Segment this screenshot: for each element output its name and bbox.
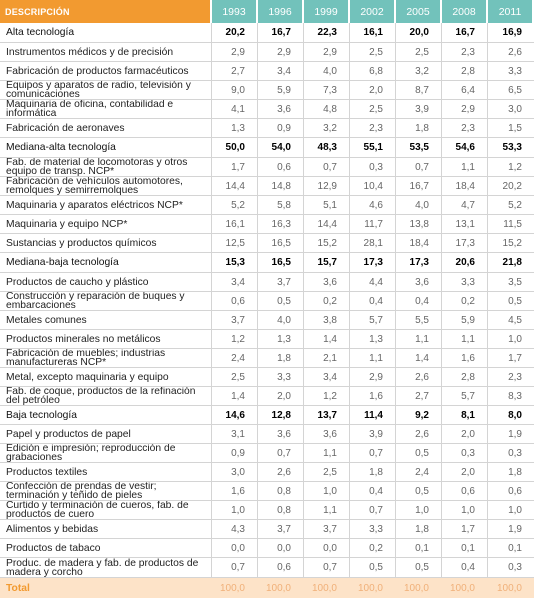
cell-value: 48,3 xyxy=(304,138,350,158)
cell-value: 0,7 xyxy=(304,158,350,177)
row-label: Metal, excepto maquinaria y equipo xyxy=(0,368,212,387)
cell-value: 14,4 xyxy=(304,215,350,234)
cell-value: 6,5 xyxy=(488,81,534,100)
cell-value: 3,3 xyxy=(488,62,534,81)
cell-value: 54,0 xyxy=(258,138,304,158)
cell-value: 0,5 xyxy=(396,482,442,501)
cell-value: 3,6 xyxy=(258,100,304,119)
cell-value: 15,3 xyxy=(212,253,258,273)
cell-value: 11,5 xyxy=(488,215,534,234)
cell-value: 3,4 xyxy=(212,273,258,292)
cell-value: 2,5 xyxy=(350,43,396,62)
cell-value: 14,8 xyxy=(258,177,304,196)
total-row xyxy=(0,578,534,598)
cell-value: 1,7 xyxy=(442,520,488,539)
cell-value: 2,6 xyxy=(258,463,304,482)
table-row xyxy=(0,539,534,558)
cell-value: 2,7 xyxy=(396,387,442,406)
cell-value: 16,5 xyxy=(258,253,304,273)
table-row xyxy=(0,158,534,177)
row-label: Fabricación de aeronaves xyxy=(0,119,212,138)
cell-value: 53,5 xyxy=(396,138,442,158)
group-row xyxy=(0,23,534,43)
table-row xyxy=(0,558,534,578)
cell-value: 0,6 xyxy=(442,482,488,501)
cell-value: 1,4 xyxy=(304,330,350,349)
cell-value: 3,4 xyxy=(304,368,350,387)
header-year: 1999 xyxy=(304,0,350,23)
cell-value: 3,7 xyxy=(212,311,258,330)
cell-value: 15,2 xyxy=(488,234,534,253)
cell-value: 3,8 xyxy=(304,311,350,330)
cell-value: 8,1 xyxy=(442,406,488,425)
cell-value: 0,5 xyxy=(350,558,396,578)
cell-value: 1,1 xyxy=(304,444,350,463)
cell-value: 3,6 xyxy=(396,273,442,292)
cell-value: 0,4 xyxy=(396,292,442,311)
cell-value: 1,0 xyxy=(488,501,534,520)
cell-value: 20,2 xyxy=(212,23,258,43)
cell-value: 0,2 xyxy=(442,292,488,311)
cell-value: 17,3 xyxy=(396,253,442,273)
cell-value: 5,9 xyxy=(258,81,304,100)
cell-value: 0,3 xyxy=(488,558,534,578)
cell-value: 3,1 xyxy=(212,425,258,444)
cell-value: 14,4 xyxy=(212,177,258,196)
cell-value: 1,8 xyxy=(396,520,442,539)
cell-value: 100,0 xyxy=(350,578,396,598)
cell-value: 16,1 xyxy=(212,215,258,234)
cell-value: 3,5 xyxy=(488,273,534,292)
cell-value: 1,3 xyxy=(350,330,396,349)
cell-value: 7,3 xyxy=(304,81,350,100)
cell-value: 3,9 xyxy=(396,100,442,119)
cell-value: 0,0 xyxy=(304,539,350,558)
header-year: 2005 xyxy=(396,0,442,23)
row-label: Construcción y reparación de buques y embarcaciones xyxy=(0,292,212,311)
cell-value: 1,8 xyxy=(258,349,304,368)
cell-value: 3,2 xyxy=(396,62,442,81)
table-row xyxy=(0,387,534,406)
cell-value: 100,0 xyxy=(396,578,442,598)
cell-value: 2,9 xyxy=(258,43,304,62)
row-label: Papel y productos de papel xyxy=(0,425,212,444)
row-label: Curtido y terminación de cueros, fab. de productos de cuero xyxy=(0,501,212,520)
cell-value: 0,5 xyxy=(258,292,304,311)
cell-value: 5,8 xyxy=(258,196,304,215)
cell-value: 1,6 xyxy=(350,387,396,406)
cell-value: 1,7 xyxy=(488,349,534,368)
cell-value: 17,3 xyxy=(442,234,488,253)
cell-value: 1,0 xyxy=(488,330,534,349)
table-row xyxy=(0,100,534,119)
cell-value: 4,5 xyxy=(488,311,534,330)
row-label: Instrumentos médicos y de precisión xyxy=(0,43,212,62)
table-row xyxy=(0,273,534,292)
row-label: Metales comunes xyxy=(0,311,212,330)
table-body xyxy=(0,23,534,598)
table-row xyxy=(0,349,534,368)
cell-value: 3,6 xyxy=(258,425,304,444)
row-label: Maquinaria y equipo NCP* xyxy=(0,215,212,234)
cell-value: 2,0 xyxy=(442,425,488,444)
table-row xyxy=(0,444,534,463)
cell-value: 2,9 xyxy=(304,43,350,62)
cell-value: 0,5 xyxy=(396,444,442,463)
table-row xyxy=(0,215,534,234)
cell-value: 53,3 xyxy=(488,138,534,158)
cell-value: 4,0 xyxy=(396,196,442,215)
row-label: Fab. de material de locomotoras y otros equipo de transp. NCP* xyxy=(0,158,212,177)
cell-value: 1,2 xyxy=(212,330,258,349)
cell-value: 0,9 xyxy=(258,119,304,138)
cell-value: 2,0 xyxy=(350,81,396,100)
cell-value: 16,7 xyxy=(396,177,442,196)
cell-value: 0,7 xyxy=(304,558,350,578)
cell-value: 12,8 xyxy=(258,406,304,425)
cell-value: 1,1 xyxy=(350,349,396,368)
row-label: Maquinaria y aparatos eléctricos NCP* xyxy=(0,196,212,215)
cell-value: 1,0 xyxy=(396,501,442,520)
header-year: 1996 xyxy=(258,0,304,23)
cell-value: 0,5 xyxy=(396,558,442,578)
table-row xyxy=(0,425,534,444)
cell-value: 3,7 xyxy=(258,273,304,292)
cell-value: 6,4 xyxy=(442,81,488,100)
cell-value: 1,3 xyxy=(258,330,304,349)
cell-value: 2,7 xyxy=(212,62,258,81)
cell-value: 18,4 xyxy=(442,177,488,196)
cell-value: 12,5 xyxy=(212,234,258,253)
cell-value: 2,9 xyxy=(442,100,488,119)
row-label: Mediana-alta tecnología xyxy=(0,138,212,158)
cell-value: 100,0 xyxy=(442,578,488,598)
table-row xyxy=(0,62,534,81)
cell-value: 2,1 xyxy=(304,349,350,368)
cell-value: 2,0 xyxy=(258,387,304,406)
table-row xyxy=(0,311,534,330)
cell-value: 18,4 xyxy=(396,234,442,253)
cell-value: 8,7 xyxy=(396,81,442,100)
cell-value: 2,3 xyxy=(350,119,396,138)
cell-value: 1,5 xyxy=(488,119,534,138)
cell-value: 8,3 xyxy=(488,387,534,406)
cell-value: 2,6 xyxy=(396,368,442,387)
cell-value: 16,5 xyxy=(258,234,304,253)
cell-value: 16,3 xyxy=(258,215,304,234)
row-label: Alta tecnología xyxy=(0,23,212,43)
cell-value: 2,3 xyxy=(442,119,488,138)
cell-value: 4,4 xyxy=(350,273,396,292)
cell-value: 0,1 xyxy=(488,539,534,558)
row-label: Edición e impresión; reproducción de grabaciones xyxy=(0,444,212,463)
cell-value: 5,2 xyxy=(488,196,534,215)
cell-value: 0,9 xyxy=(212,444,258,463)
cell-value: 11,4 xyxy=(350,406,396,425)
cell-value: 6,8 xyxy=(350,62,396,81)
cell-value: 2,3 xyxy=(442,43,488,62)
cell-value: 4,8 xyxy=(304,100,350,119)
table-row xyxy=(0,119,534,138)
cell-value: 2,5 xyxy=(304,463,350,482)
table-row xyxy=(0,292,534,311)
row-label: Fabricación de vehículos automotores, remolques y semirremolques xyxy=(0,177,212,196)
cell-value: 100,0 xyxy=(258,578,304,598)
row-label: Maquinaria de oficina, contabilidad e informática xyxy=(0,100,212,119)
cell-value: 16,1 xyxy=(350,23,396,43)
table-row xyxy=(0,330,534,349)
cell-value: 1,9 xyxy=(488,520,534,539)
cell-value: 4,1 xyxy=(212,100,258,119)
cell-value: 21,8 xyxy=(488,253,534,273)
cell-value: 1,7 xyxy=(212,158,258,177)
cell-value: 20,2 xyxy=(488,177,534,196)
cell-value: 4,7 xyxy=(442,196,488,215)
cell-value: 13,8 xyxy=(396,215,442,234)
table-row xyxy=(0,520,534,539)
cell-value: 0,7 xyxy=(212,558,258,578)
cell-value: 3,7 xyxy=(304,520,350,539)
cell-value: 1,9 xyxy=(488,425,534,444)
cell-value: 22,3 xyxy=(304,23,350,43)
cell-value: 5,1 xyxy=(304,196,350,215)
row-label: Productos textiles xyxy=(0,463,212,482)
cell-value: 3,3 xyxy=(442,273,488,292)
header-year: 2008 xyxy=(442,0,488,23)
cell-value: 100,0 xyxy=(304,578,350,598)
cell-value: 1,2 xyxy=(304,387,350,406)
cell-value: 1,8 xyxy=(488,463,534,482)
cell-value: 2,3 xyxy=(488,368,534,387)
table-row xyxy=(0,81,534,100)
group-row xyxy=(0,138,534,158)
cell-value: 0,6 xyxy=(258,158,304,177)
cell-value: 0,3 xyxy=(488,444,534,463)
cell-value: 2,6 xyxy=(396,425,442,444)
cell-value: 5,2 xyxy=(212,196,258,215)
cell-value: 16,9 xyxy=(488,23,534,43)
row-label: Baja tecnología xyxy=(0,406,212,425)
cell-value: 2,0 xyxy=(442,463,488,482)
row-label: Equipos y aparatos de radio, televisión y comunicaciones xyxy=(0,81,212,100)
cell-value: 0,5 xyxy=(488,292,534,311)
cell-value: 0,8 xyxy=(258,482,304,501)
cell-value: 0,1 xyxy=(396,539,442,558)
cell-value: 2,8 xyxy=(442,368,488,387)
row-label: Sustancias y productos químicos xyxy=(0,234,212,253)
cell-value: 2,5 xyxy=(212,368,258,387)
row-label: Fab. de coque, productos de la refinación del petróleo xyxy=(0,387,212,406)
cell-value: 0,6 xyxy=(212,292,258,311)
cell-value: 0,7 xyxy=(350,444,396,463)
cell-value: 100,0 xyxy=(212,578,258,598)
cell-value: 3,9 xyxy=(350,425,396,444)
cell-value: 1,6 xyxy=(442,349,488,368)
table-row xyxy=(0,43,534,62)
table-row xyxy=(0,482,534,501)
cell-value: 1,6 xyxy=(212,482,258,501)
cell-value: 4,0 xyxy=(304,62,350,81)
cell-value: 1,8 xyxy=(396,119,442,138)
cell-value: 11,7 xyxy=(350,215,396,234)
cell-value: 0,7 xyxy=(258,444,304,463)
cell-value: 3,0 xyxy=(488,100,534,119)
cell-value: 1,2 xyxy=(488,158,534,177)
row-label: Total xyxy=(0,578,212,598)
cell-value: 10,4 xyxy=(350,177,396,196)
cell-value: 2,4 xyxy=(396,463,442,482)
cell-value: 16,7 xyxy=(442,23,488,43)
table-row xyxy=(0,196,534,215)
cell-value: 13,1 xyxy=(442,215,488,234)
row-label: Confección de prendas de vestir; terminación y teñido de pieles xyxy=(0,482,212,501)
cell-value: 1,1 xyxy=(396,330,442,349)
row-label: Productos minerales no metálicos xyxy=(0,330,212,349)
table-row xyxy=(0,463,534,482)
row-label: Productos de tabaco xyxy=(0,539,212,558)
row-label: Alimentos y bebidas xyxy=(0,520,212,539)
cell-value: 0,4 xyxy=(442,558,488,578)
cell-value: 14,6 xyxy=(212,406,258,425)
cell-value: 0,0 xyxy=(212,539,258,558)
cell-value: 20,0 xyxy=(396,23,442,43)
cell-value: 2,6 xyxy=(488,43,534,62)
group-row xyxy=(0,253,534,273)
cell-value: 0,8 xyxy=(258,501,304,520)
cell-value: 3,4 xyxy=(258,62,304,81)
cell-value: 20,6 xyxy=(442,253,488,273)
table-row xyxy=(0,501,534,520)
cell-value: 0,7 xyxy=(396,158,442,177)
cell-value: 1,0 xyxy=(212,501,258,520)
cell-value: 5,7 xyxy=(442,387,488,406)
cell-value: 2,5 xyxy=(396,43,442,62)
cell-value: 16,7 xyxy=(258,23,304,43)
cell-value: 3,0 xyxy=(212,463,258,482)
cell-value: 17,3 xyxy=(350,253,396,273)
row-label: Produc. de madera y fab. de productos de madera y corcho xyxy=(0,558,212,578)
header-year: 2011 xyxy=(488,0,534,23)
cell-value: 3,2 xyxy=(304,119,350,138)
cell-value: 1,1 xyxy=(442,158,488,177)
row-label: Productos de caucho y plástico xyxy=(0,273,212,292)
cell-value: 5,9 xyxy=(442,311,488,330)
cell-value: 2,9 xyxy=(212,43,258,62)
header-year: 2002 xyxy=(350,0,396,23)
cell-value: 5,7 xyxy=(350,311,396,330)
cell-value: 2,5 xyxy=(350,100,396,119)
cell-value: 0,7 xyxy=(350,501,396,520)
cell-value: 5,5 xyxy=(396,311,442,330)
cell-value: 0,2 xyxy=(350,539,396,558)
cell-value: 1,4 xyxy=(396,349,442,368)
cell-value: 0,2 xyxy=(304,292,350,311)
cell-value: 0,6 xyxy=(258,558,304,578)
cell-value: 1,4 xyxy=(212,387,258,406)
cell-value: 15,2 xyxy=(304,234,350,253)
cell-value: 1,8 xyxy=(350,463,396,482)
cell-value: 2,9 xyxy=(350,368,396,387)
table-row xyxy=(0,234,534,253)
header-year: 1993 xyxy=(212,0,258,23)
cell-value: 1,0 xyxy=(304,482,350,501)
cell-value: 13,7 xyxy=(304,406,350,425)
row-label: Fabricación de muebles; industrias manufactureras NCP* xyxy=(0,349,212,368)
cell-value: 0,1 xyxy=(442,539,488,558)
table-row xyxy=(0,368,534,387)
table-header-row xyxy=(0,0,534,23)
cell-value: 0,0 xyxy=(258,539,304,558)
cell-value: 1,0 xyxy=(442,501,488,520)
cell-value: 3,6 xyxy=(304,425,350,444)
cell-value: 2,8 xyxy=(442,62,488,81)
row-label: Fabricación de productos farmacéuticos xyxy=(0,62,212,81)
cell-value: 100,0 xyxy=(488,578,534,598)
cell-value: 1,1 xyxy=(442,330,488,349)
cell-value: 8,0 xyxy=(488,406,534,425)
cell-value: 0,4 xyxy=(350,292,396,311)
cell-value: 55,1 xyxy=(350,138,396,158)
cell-value: 3,6 xyxy=(304,273,350,292)
cell-value: 50,0 xyxy=(212,138,258,158)
cell-value: 12,9 xyxy=(304,177,350,196)
cell-value: 3,7 xyxy=(258,520,304,539)
cell-value: 0,3 xyxy=(442,444,488,463)
cell-value: 9,2 xyxy=(396,406,442,425)
cell-value: 28,1 xyxy=(350,234,396,253)
cell-value: 54,6 xyxy=(442,138,488,158)
cell-value: 4,6 xyxy=(350,196,396,215)
cell-value: 4,3 xyxy=(212,520,258,539)
cell-value: 1,3 xyxy=(212,119,258,138)
table-row xyxy=(0,177,534,196)
cell-value: 2,4 xyxy=(212,349,258,368)
cell-value: 0,6 xyxy=(488,482,534,501)
cell-value: 4,0 xyxy=(258,311,304,330)
cell-value: 9,0 xyxy=(212,81,258,100)
cell-value: 1,1 xyxy=(304,501,350,520)
cell-value: 3,3 xyxy=(258,368,304,387)
cell-value: 0,3 xyxy=(350,158,396,177)
row-label: Mediana-baja tecnología xyxy=(0,253,212,273)
cell-value: 0,4 xyxy=(350,482,396,501)
cell-value: 3,3 xyxy=(350,520,396,539)
header-description: DESCRIPCIÓN xyxy=(0,0,212,23)
group-row xyxy=(0,406,534,425)
cell-value: 15,7 xyxy=(304,253,350,273)
